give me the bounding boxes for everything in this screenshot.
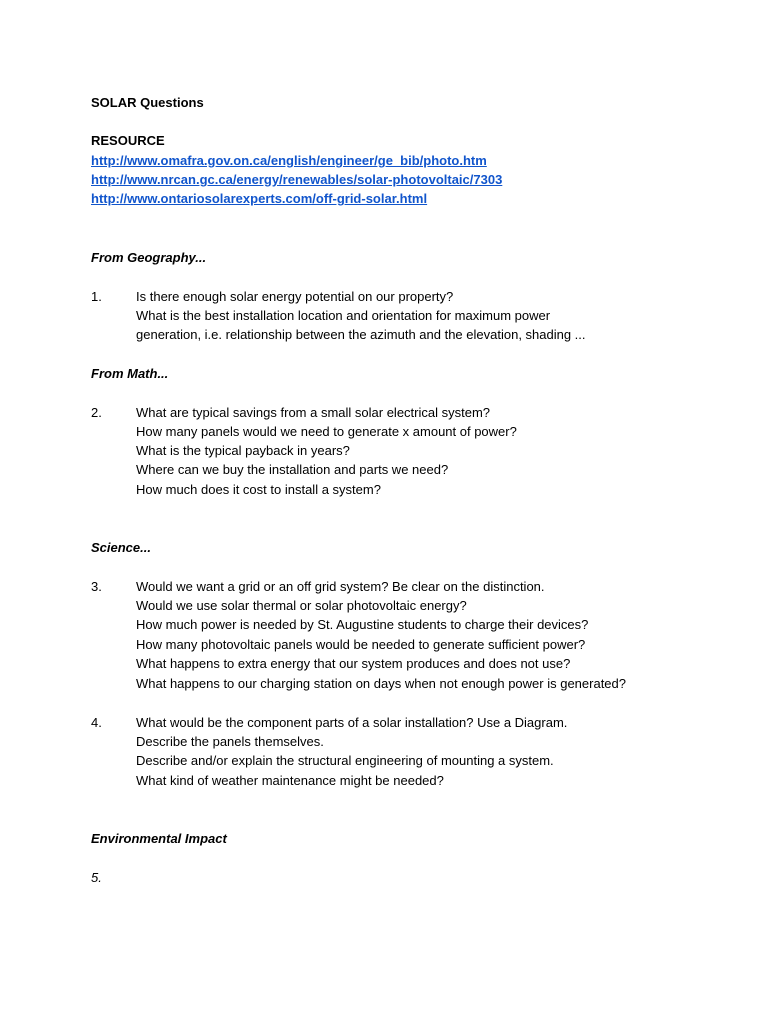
section-heading-environmental-impact: Environmental Impact xyxy=(91,831,227,846)
question-line: What is the best installation location and orientation for maximum power xyxy=(136,308,551,323)
question-line: How much does it cost to install a system? xyxy=(136,482,381,497)
question-line: Describe and/or explain the structural engineering of mounting a system. xyxy=(136,753,554,768)
question-number: 4. xyxy=(91,715,102,730)
question-line: What is the typical payback in years? xyxy=(136,443,350,458)
question-line: What would be the component parts of a solar installation? Use a Diagram. xyxy=(136,715,568,730)
resource-link-3[interactable]: http://www.ontariosolarexperts.com/off-grid-solar.html xyxy=(91,191,428,206)
section-heading-geography: From Geography... xyxy=(91,250,207,265)
question-number: 2. xyxy=(91,405,102,420)
question-number: 3. xyxy=(91,579,102,594)
question-line: generation, i.e. relationship between the azimuth and the elevation, shading ... xyxy=(136,327,586,342)
question-line: Would we want a grid or an off grid system? Be clear on the distinction. xyxy=(136,579,545,594)
document-title: SOLAR Questions xyxy=(91,95,204,110)
question-line: How many panels would we need to generate x amount of power? xyxy=(136,424,517,439)
question-line: What happens to our charging station on days when not enough power is generated? xyxy=(136,676,627,691)
resource-link-1[interactable]: http://www.omafra.gov.on.ca/english/engineer/ge_bib/photo.htm xyxy=(91,153,487,168)
section-heading-math: From Math... xyxy=(91,366,169,381)
question-line: How much power is needed by St. Augustine students to charge their devices? xyxy=(136,617,589,632)
question-line: Where can we buy the installation and parts we need? xyxy=(136,462,449,477)
question-line: What kind of weather maintenance might be needed? xyxy=(136,773,444,788)
question-line: Is there enough solar energy potential on our property? xyxy=(136,289,454,304)
question-line: What happens to extra energy that our system produces and does not use? xyxy=(136,656,571,671)
question-line: Describe the panels themselves. xyxy=(136,734,324,749)
question-number: 1. xyxy=(91,289,102,304)
resource-heading: RESOURCE xyxy=(91,133,165,148)
section-heading-science: Science... xyxy=(91,540,151,555)
question-number: 5. xyxy=(91,870,102,885)
question-line: Would we use solar thermal or solar photovoltaic energy? xyxy=(136,598,467,613)
resource-link-2[interactable]: http://www.nrcan.gc.ca/energy/renewables/solar-photovoltaic/7303 xyxy=(91,172,503,187)
question-line: How many photovoltaic panels would be needed to generate sufficient power? xyxy=(136,637,586,652)
question-line: What are typical savings from a small solar electrical system? xyxy=(136,405,491,420)
